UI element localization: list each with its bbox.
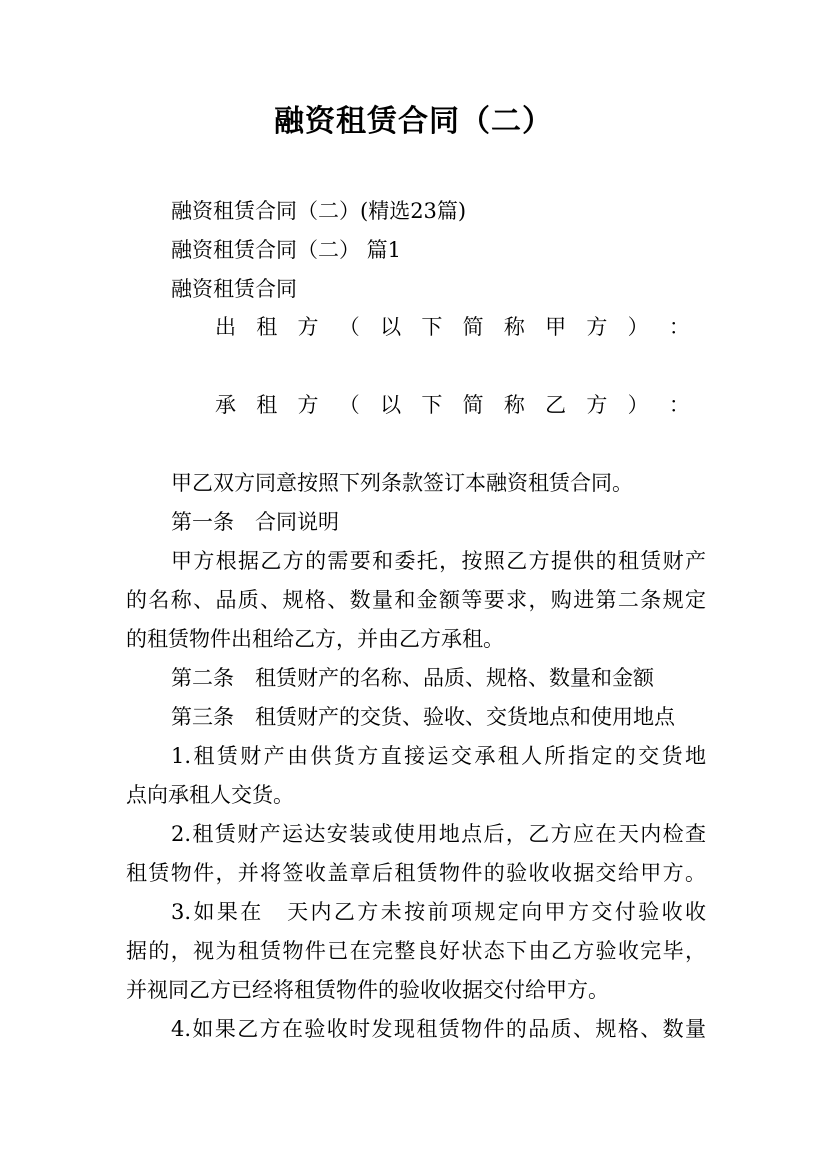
article-3-heading: 第三条 租赁财产的交货、验收、交货地点和使用地点 [171,705,675,729]
lessee-line: 承 租 方 （ 以 下 简 称 乙 方 ） ： [215,393,690,417]
article-1-text: 的名称、品质、规格、数量和金额等要求，购进第二条规定 [126,588,706,612]
clause-3-text: 并视同乙方已经将租赁物件的验收收据交付给甲方。 [126,978,609,1002]
article-2-heading: 第二条 租赁财产的名称、品质、规格、数量和金额 [171,666,654,690]
clause-2-text: 租赁物件，并将签收盖章后租赁物件的验收收据交给甲方。 [126,861,706,885]
article-1-text: 甲方根据乙方的需要和委托，按照乙方提供的租赁财产 [171,549,706,573]
clause-4-text: 4.如果乙方在验收时发现租赁物件的品质、规格、数量 [171,1017,706,1041]
clause-3-text: 据的，视为租赁物件已在完整良好状态下由乙方验收完毕， [126,939,706,963]
agreement-line: 甲乙双方同意按照下列条款签订本融资租赁合同。 [171,471,633,495]
clause-2-text: 2.租赁财产运达安装或使用地点后，乙方应在天内检查 [171,822,706,846]
clause-1-text: 1.租赁财产由供货方直接运交承租人所指定的交货地 [171,744,706,768]
subtitle-line: 融资租赁合同（二）(精选23篇) [171,199,467,223]
article-1-heading: 第一条 合同说明 [171,510,339,534]
contract-name: 融资租赁合同 [171,277,297,301]
article-1-text: 的租赁物件出租给乙方，并由乙方承租。 [126,627,504,651]
clause-1-text: 点向承租人交货。 [126,783,294,807]
section-heading: 融资租赁合同（二） 篇1 [171,238,402,262]
lessor-line: 出 租 方 （ 以 下 简 称 甲 方 ） ： [215,315,690,339]
clause-3-text: 3.如果在 天内乙方未按前项规定向甲方交付验收收 [171,900,706,924]
document-title: 融资租赁合同（二） [274,104,553,139]
